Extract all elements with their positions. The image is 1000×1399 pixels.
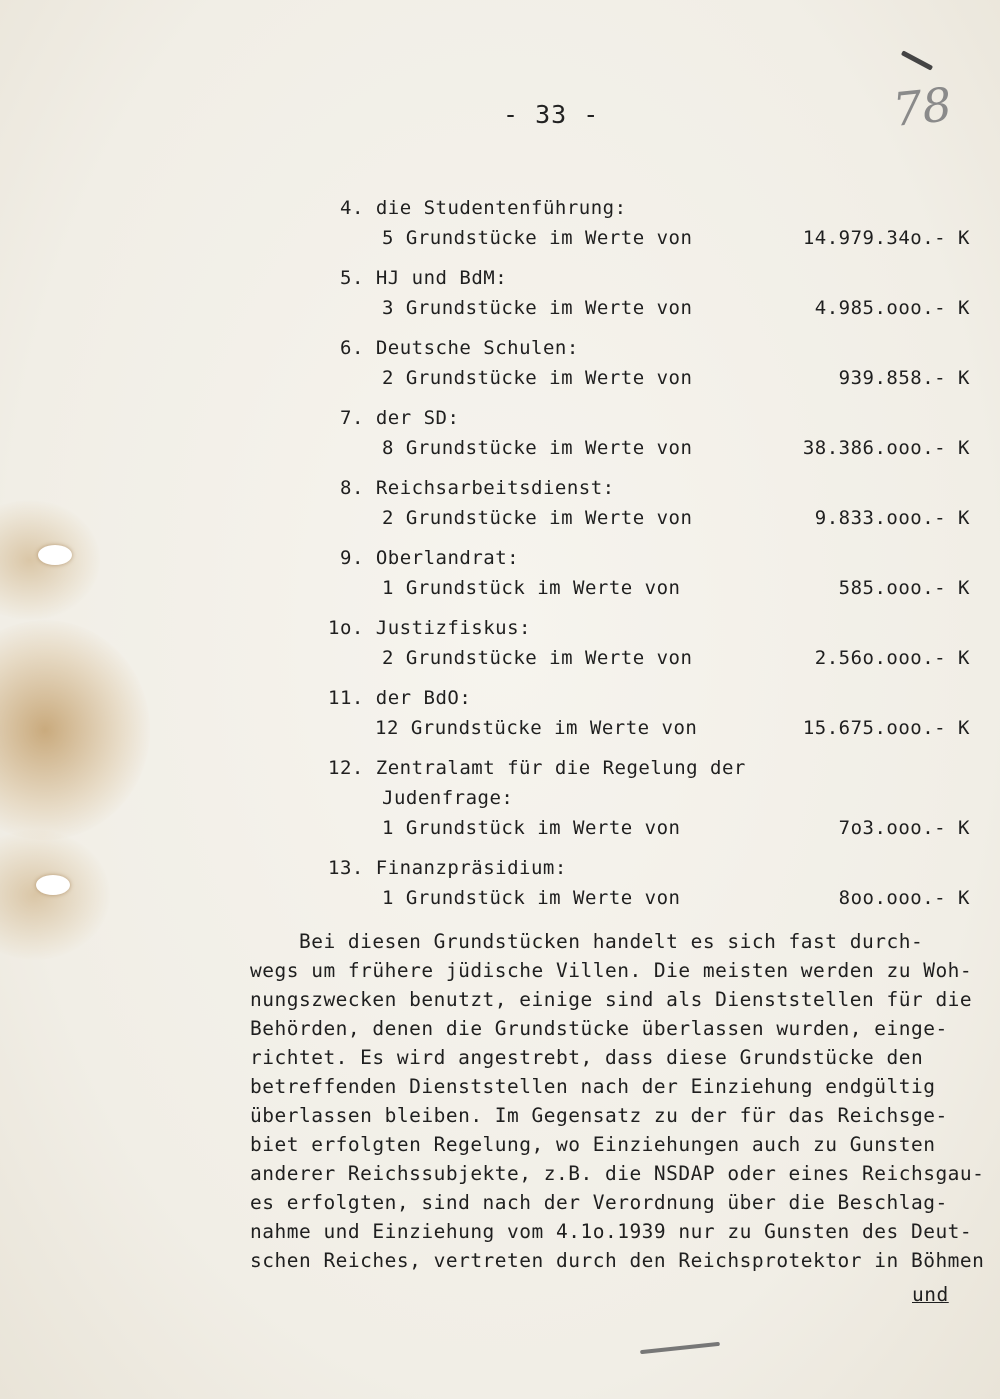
archive-page-number: 78 [890,77,955,137]
punch-hole [38,545,72,565]
entry-heading: 6. Deutsche Schulen: [340,337,579,359]
water-stain [0,620,150,840]
catchword: und [912,1283,949,1306]
pencil-mark [901,50,933,70]
entry-amount: 14.979.34o.- K [802,227,970,249]
paragraph-line: biet erfolgten Regelung, wo Einziehungen auch zu Gunsten [250,1133,936,1156]
entry-amount: 8oo.ooo.- K [838,887,970,909]
entry-detail: 3 Grundstücke im Werte von [382,297,693,319]
entry-detail: 8 Grundstücke im Werte von [382,437,693,459]
entry-heading: 1o. Justizfiskus: [328,617,531,639]
paragraph-line: wegs um frühere jüdische Villen. Die meisten werden zu Woh- [250,959,973,982]
entry-amount: 4.985.ooo.- K [814,297,970,319]
paragraph-line: nungszwecken benutzt, einige sind als Dienststellen für die [250,988,973,1011]
entry-heading: 8. Reichsarbeitsdienst: [340,477,615,499]
paragraph-line: Bei diesen Grundstücken handelt es sich fast durch- [250,930,924,953]
water-stain [0,830,110,960]
entry-heading-continued: Judenfrage: [382,787,514,809]
pencil-mark [640,1342,720,1354]
entry-detail: 2 Grundstücke im Werte von [382,367,693,389]
paragraph-line: Behörden, denen die Grundstücke überlassen wurden, einge- [250,1017,948,1040]
entry-heading: 5. HJ und BdM: [340,267,508,289]
entry-detail: 2 Grundstücke im Werte von [382,647,693,669]
punch-hole [36,875,70,895]
page-number: - 33 - [503,100,600,129]
entry-heading: 7. der SD: [340,407,460,429]
entry-detail: 12 Grundstücke im Werte von [375,717,698,739]
entry-heading: 4. die Studentenführung: [340,197,627,219]
paragraph-line: schen Reiches, vertreten durch den Reichsprotektor in Böhmen [250,1249,985,1272]
entry-detail: 1 Grundstück im Werte von [382,577,681,599]
paragraph-line: es erfolgten, sind nach der Verordnung über die Beschlag- [250,1191,948,1214]
entry-heading: 9. Oberlandrat: [340,547,520,569]
entry-amount: 7o3.ooo.- K [838,817,970,839]
paragraph-line: betreffenden Dienststellen nach der Einziehung endgültig [250,1075,936,1098]
entry-amount: 585.ooo.- K [838,577,970,599]
entry-detail: 2 Grundstücke im Werte von [382,507,693,529]
entry-detail: 1 Grundstück im Werte von [382,887,681,909]
entry-detail: 1 Grundstück im Werte von [382,817,681,839]
entry-heading: 11. der BdO: [328,687,472,709]
entry-heading: 12. Zentralamt für die Regelung der [328,757,746,779]
entry-amount: 939.858.- K [838,367,970,389]
paragraph-line: überlassen bleiben. Im Gegensatz zu der für das Reichsge- [250,1104,948,1127]
entry-detail: 5 Grundstücke im Werte von [382,227,693,249]
paragraph-line: richtet. Es wird angestrebt, dass diese Grundstücke den [250,1046,924,1069]
entry-amount: 9.833.ooo.- K [814,507,970,529]
paragraph-line: anderer Reichssubjekte, z.B. die NSDAP oder eines Reichsgau- [250,1162,985,1185]
entry-amount: 2.56o.ooo.- K [814,647,970,669]
paragraph-line: nahme und Einziehung vom 4.1o.1939 nur zu Gunsten des Deut- [250,1220,973,1243]
entry-heading: 13. Finanzpräsidium: [328,857,567,879]
entry-amount: 15.675.ooo.- K [802,717,970,739]
entry-amount: 38.386.ooo.- K [802,437,970,459]
